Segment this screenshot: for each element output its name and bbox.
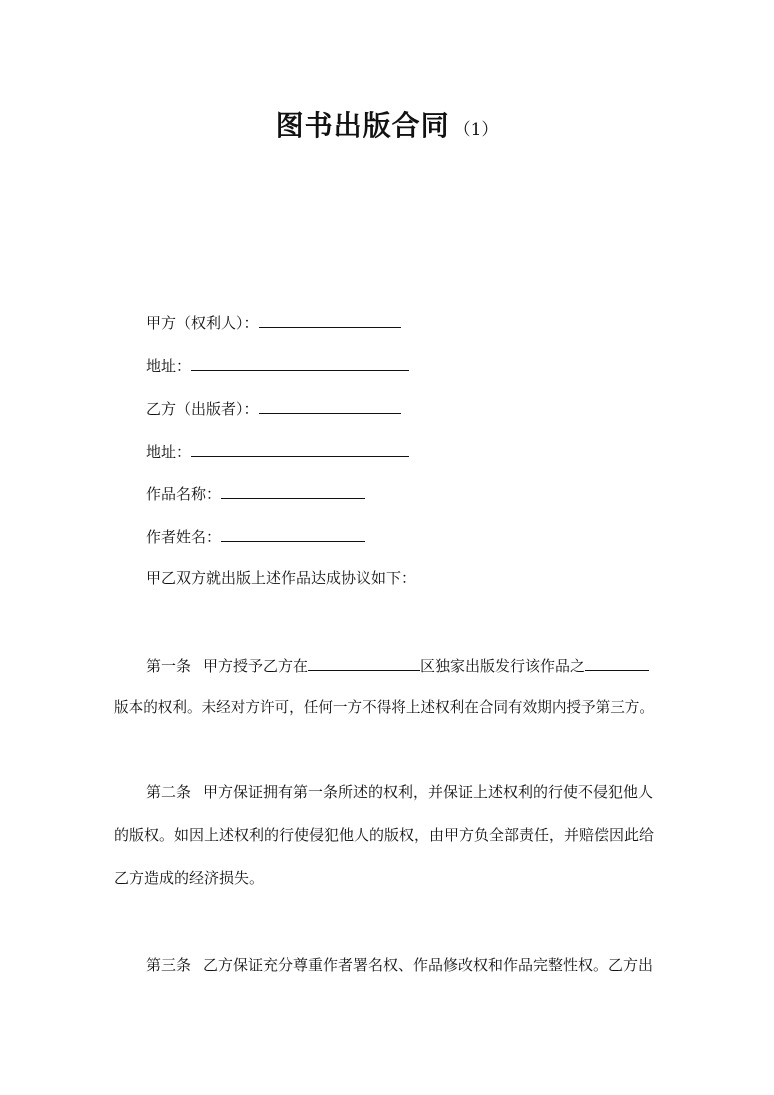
title-main: 图书出版合同 [275,109,450,142]
article-2-line-2 [114,825,654,845]
article-2-text-a: 甲方保证拥有第一条所述的权利，并保证上述权利的行使不侵犯他人 [203,783,654,801]
document-title [0,104,774,144]
author-name-label: 作者姓名： [146,528,222,546]
article-3-label: 第三条 [146,956,192,974]
work-title-label: 作品名称： [146,485,222,503]
party-b-blank[interactable] [259,397,401,414]
address-b-label: 地址： [146,443,192,461]
address-a-field [146,354,409,376]
address-b-field [146,440,409,462]
party-b-field [146,397,401,419]
article-2-line-3 [114,868,264,888]
article-1-label: 第一条 [146,657,192,675]
article-2-label: 第二条 [146,783,192,801]
article-1-line-2 [114,697,654,718]
article-1-text-a: 甲方授予乙方在 [203,657,309,675]
work-title-blank[interactable] [221,482,365,499]
region-blank[interactable] [308,654,420,671]
party-b-label: 乙方（出版者）： [146,400,259,418]
address-a-label: 地址： [146,357,192,375]
intro-text [146,568,416,588]
party-a-label: 甲方（权利人）： [146,314,259,332]
author-name-field [146,525,365,547]
work-title-field [146,482,365,504]
article-3-text-a: 乙方保证充分尊重作者署名权、作品修改权和作品完整性权。乙方出 [203,956,654,974]
intro-sentence: 甲乙双方就出版上述作品达成协议如下： [146,569,417,587]
article-1-text-c: 版本的权利。未经对方许可，任何一方不得将上述权利在合同有效期内授予第三方。 [114,699,654,716]
article-1-text-b: 区独家出版发行该作品之 [420,657,586,675]
title-number: （1） [453,120,499,140]
author-name-blank[interactable] [221,525,365,542]
party-a-blank[interactable] [259,311,401,328]
article-2-text-c: 乙方造成的经济损失。 [114,869,265,887]
article-2-text-b: 的版权。如因上述权利的行使侵犯他人的版权，由甲方负全部责任，并赔偿因此给 [114,826,655,844]
article-3-line-1 [146,955,653,975]
article-1-line-1 [146,654,649,676]
address-b-blank[interactable] [191,440,409,457]
address-a-blank[interactable] [191,354,409,371]
edition-blank[interactable] [585,654,649,671]
article-2-line-1 [146,782,653,802]
party-a-field [146,311,401,333]
